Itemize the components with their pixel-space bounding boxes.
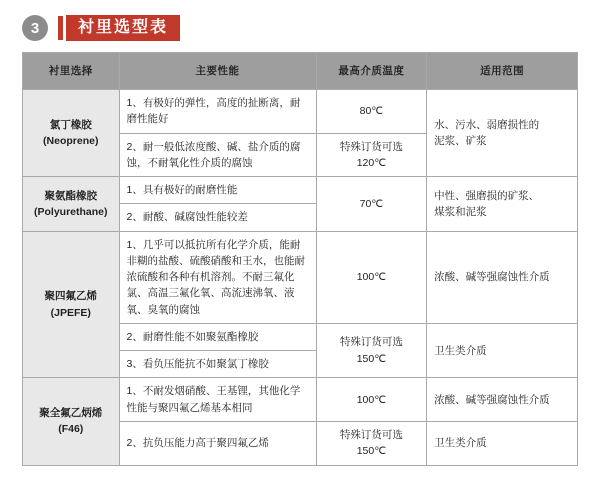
cell-max-temp: 特殊订货可选 150℃: [316, 323, 427, 378]
cell-lining-polyurethane: 聚氨酯橡胶 (Polyurethane): [23, 177, 120, 232]
cell-max-temp: 100℃: [316, 378, 427, 422]
lining-selection-table: [22, 52, 578, 466]
column-header-performance: 主要性能: [119, 53, 316, 90]
section-number-badge: 3: [22, 15, 48, 41]
cell-max-temp: 特殊订货可选 150℃: [316, 421, 427, 465]
page-title: 衬里选型表: [66, 15, 180, 42]
table-row: [23, 378, 578, 422]
cell-scope: 卫生类介质: [427, 421, 578, 465]
cell-performance: 3、看负压能抗不如聚氯丁橡胶: [119, 351, 316, 378]
page-header: [0, 0, 600, 44]
cell-lining-neoprene: 氯丁橡胶 (Neoprene): [23, 90, 120, 177]
spec-table-wrap: [0, 44, 600, 466]
cell-scope: 浓酸、碱等强腐蚀性介质: [427, 378, 578, 422]
table-row: [23, 231, 578, 323]
cell-scope: 卫生类介质: [427, 323, 578, 378]
column-header-max-temp: 最高介质温度: [316, 53, 427, 90]
cell-performance: 2、耐酸、碱腐蚀性能较差: [119, 204, 316, 231]
cell-scope: 水、污水、弱磨损性的 泥浆、矿浆: [427, 90, 578, 177]
cell-performance: 1、几乎可以抵抗所有化学介质，能耐非糊的盐酸、硫酸硝酸和王水，也能耐浓硫酸和各种有机溶剂。不耐三氟化氯、高温三氟化氧、高流速沸氧、液氧、臭氧的腐蚀: [119, 231, 316, 323]
table-body: [23, 90, 578, 466]
column-header-scope: 适用范围: [427, 53, 578, 90]
table-header-row: [23, 53, 578, 90]
cell-max-temp: 100℃: [316, 231, 427, 323]
cell-lining-f46: 聚全氟乙炳烯 (F46): [23, 378, 120, 465]
page-title-wrap: [58, 15, 180, 42]
cell-performance: 1、具有极好的耐磨性能: [119, 177, 316, 204]
column-header-lining: 衬里选择: [23, 53, 120, 90]
cell-performance: 2、耐一般低浓度酸、碱、盐介质的腐蚀，不耐氧化性介质的腐蚀: [119, 133, 316, 177]
title-accent-bar: [58, 16, 63, 40]
cell-max-temp: 80℃: [316, 90, 427, 134]
table-row: [23, 90, 578, 134]
cell-max-temp: 70℃: [316, 177, 427, 232]
cell-performance: 2、耐磨性能不如聚氨酯橡胶: [119, 323, 316, 350]
cell-performance: 1、有极好的弹性，高度的扯断离，耐磨性能好: [119, 90, 316, 134]
table-row: [23, 177, 578, 204]
cell-performance: 2、抗负压能力高于聚四氟乙烯: [119, 421, 316, 465]
cell-max-temp: 特殊订货可选 120℃: [316, 133, 427, 177]
cell-lining-jpefe: 聚四氟乙烯 (JPEFE): [23, 231, 120, 378]
cell-performance: 1、不耐发烟硝酸、王基锂，其他化学性能与聚四氟乙烯基本相同: [119, 378, 316, 422]
cell-scope: 中性、强磨损的矿浆、 煤浆和泥浆: [427, 177, 578, 232]
cell-scope: 浓酸、碱等强腐蚀性介质: [427, 231, 578, 323]
